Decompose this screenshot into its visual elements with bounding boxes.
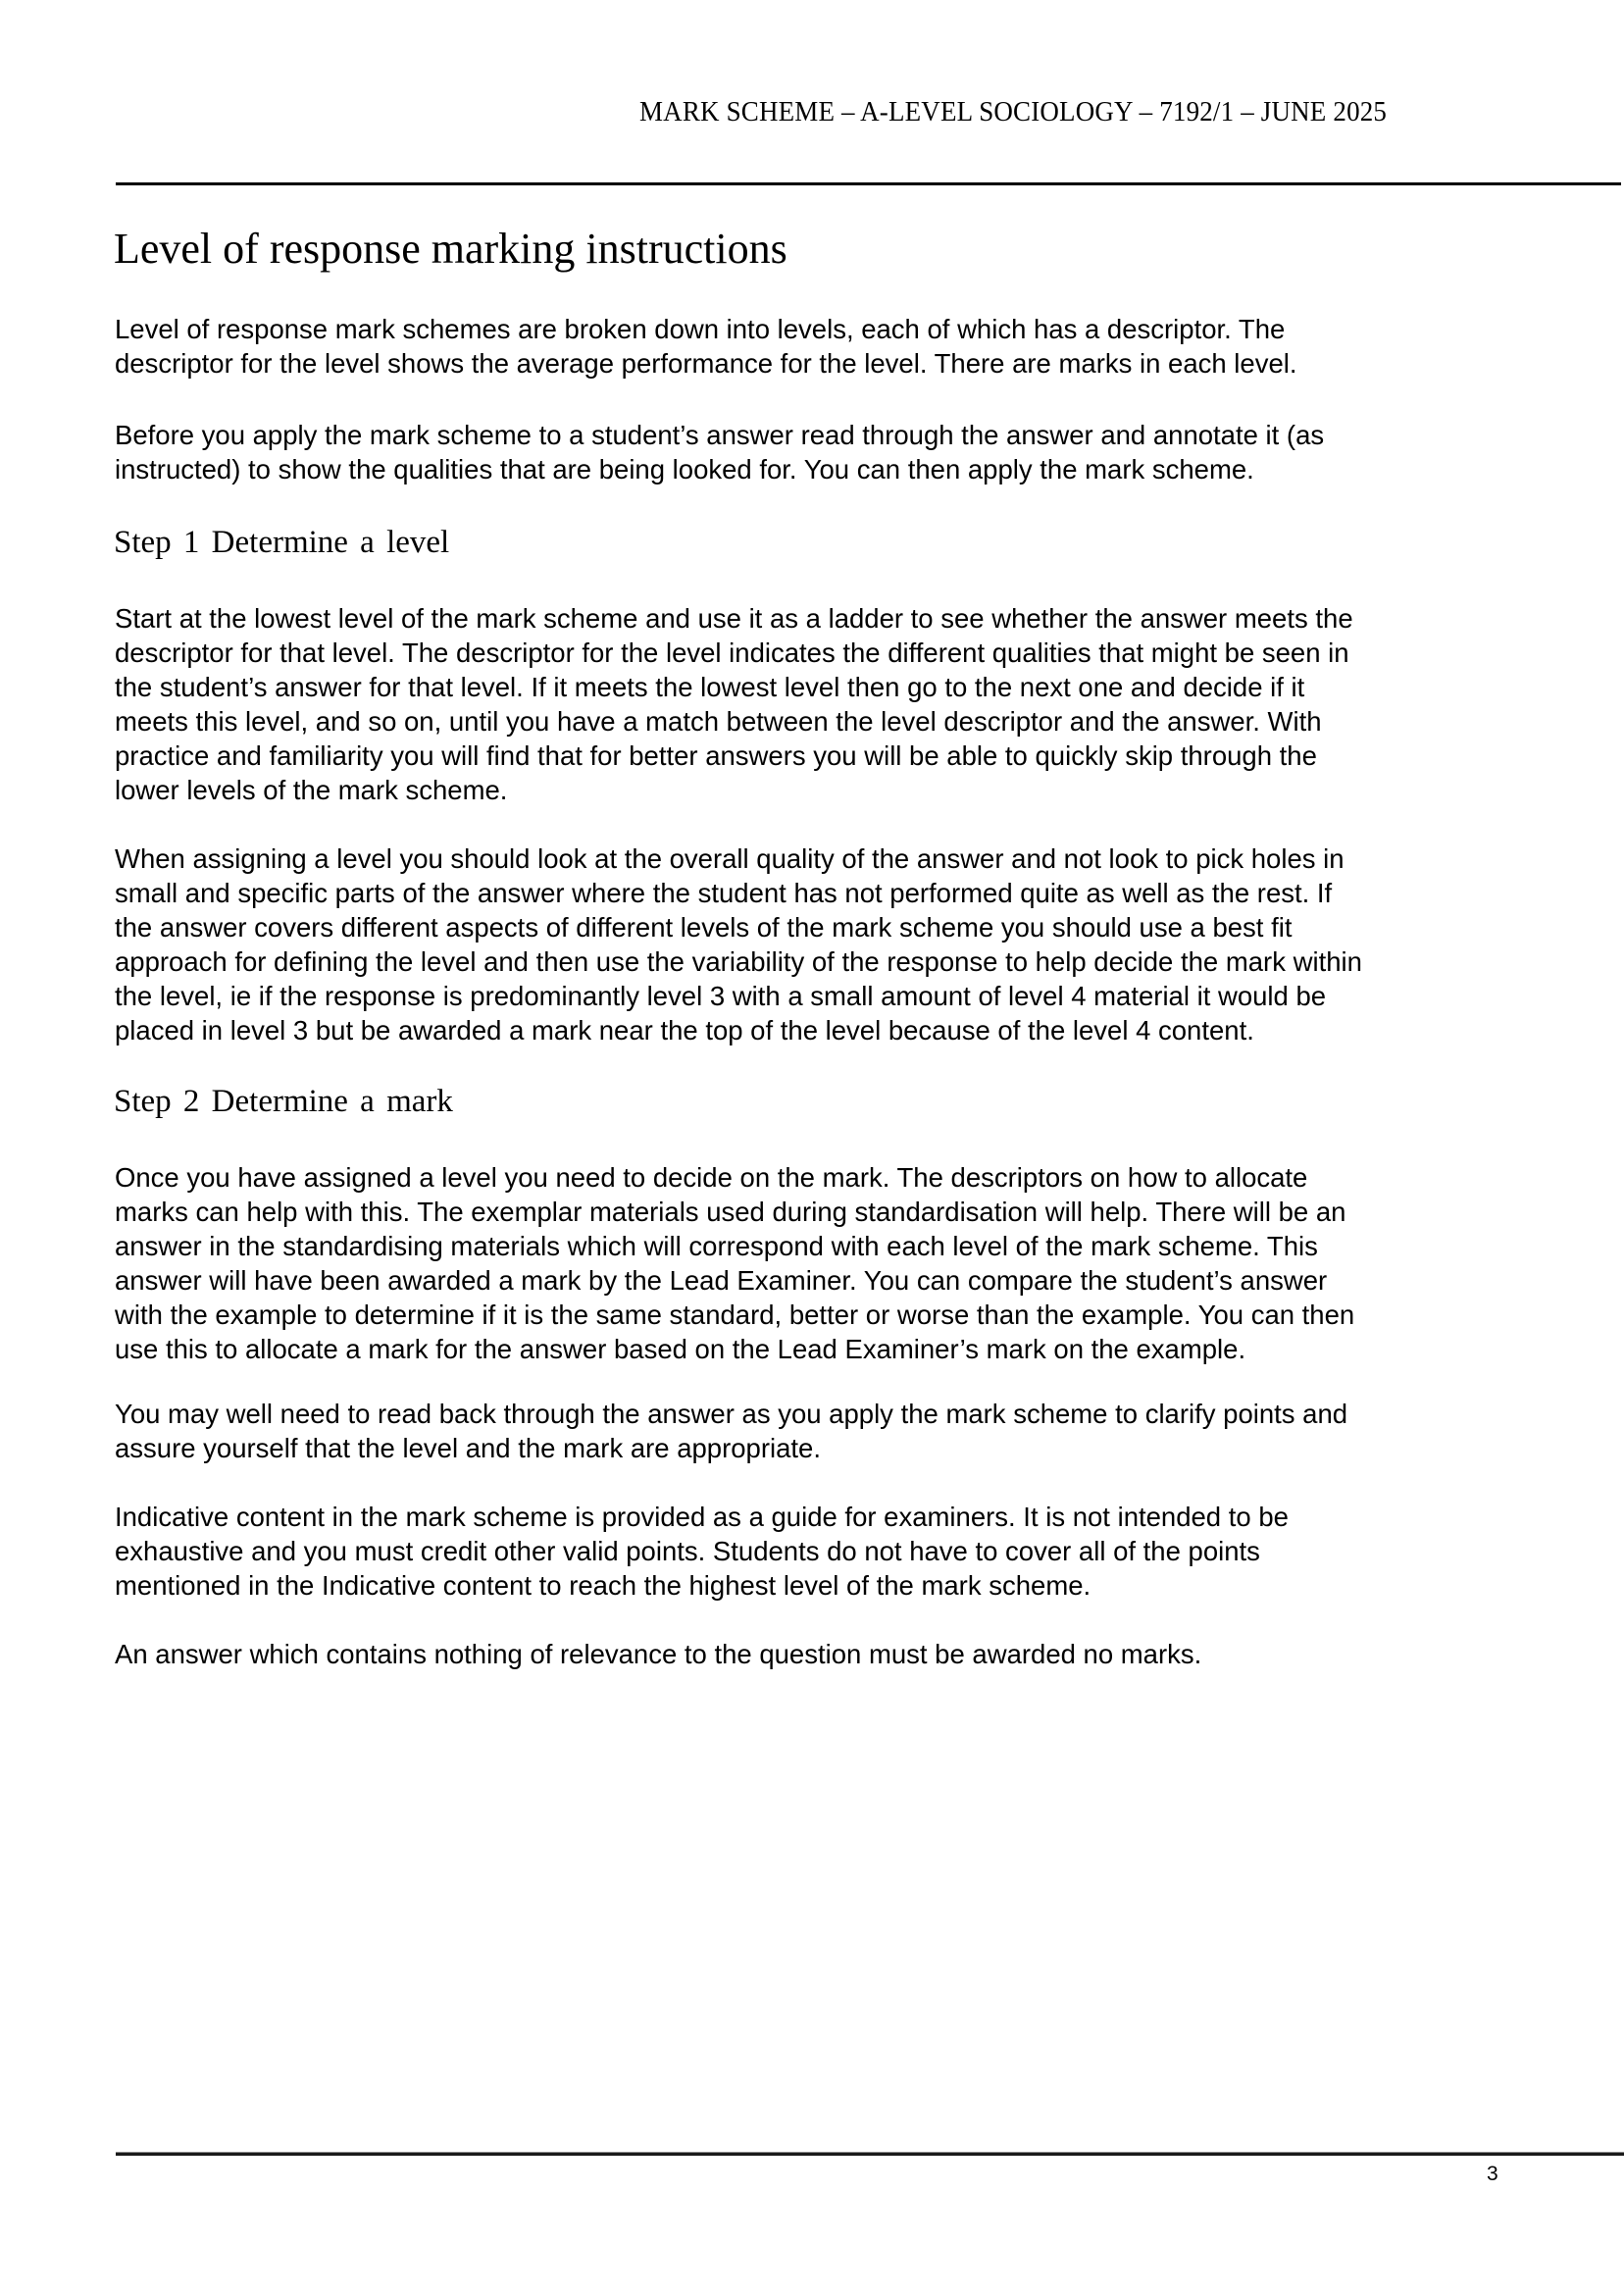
step-2-paragraph-2: [115, 1397, 1347, 1465]
text-line: answer will have been awarded a mark by the Lead Examiner. You can compare the student’s answer: [115, 1265, 1328, 1296]
text-line: approach for defining the level and then use the variability of the response to help decide the mark within: [115, 946, 1362, 977]
text-line: Level of response mark schemes are broken down into levels, each of which has a descriptor. The: [115, 314, 1286, 344]
text-line: Indicative content in the mark scheme is provided as a guide for examiners. It is not intended to be: [115, 1502, 1289, 1532]
text-line: You may well need to read back through the answer as you apply the mark scheme to clarify points and: [115, 1399, 1348, 1429]
text-line: instructed) to show the qualities that are being looked for. You can then apply the mark scheme.: [115, 454, 1254, 484]
intro-paragraph-2: [115, 418, 1324, 486]
step-2-paragraph-1: [115, 1160, 1354, 1366]
text-line: mentioned in the Indicative content to reach the highest level of the mark scheme.: [115, 1570, 1091, 1601]
text-line: the answer covers different aspects of different levels of the mark scheme you should use a best fit: [115, 912, 1293, 943]
text-line: Before you apply the mark scheme to a student’s answer read through the answer and annotate it (as: [115, 420, 1325, 450]
text-line: small and specific parts of the answer where the student has not performed quite as well as the rest. If: [115, 878, 1333, 908]
text-line: lower levels of the mark scheme.: [115, 775, 508, 805]
text-line: exhaustive and you must credit other valid points. Students do not have to cover all of the points: [115, 1536, 1260, 1566]
footer-rule: [116, 2153, 1624, 2156]
intro-paragraph-1: [115, 312, 1297, 381]
text-line: the student’s answer for that level. If it meets the lowest level then go to the next one and decide if it: [115, 672, 1305, 702]
text-line: Start at the lowest level of the mark scheme and use it as a ladder to see whether the answer meets the: [115, 603, 1353, 634]
header-rule: [116, 182, 1621, 185]
step-1-paragraph-2: [115, 841, 1362, 1047]
step-1-heading: Step 1 Determine a level: [114, 525, 450, 560]
text-line: practice and familiarity you will find that for better answers you will be able to quickly skip through the: [115, 740, 1317, 771]
running-header: MARK SCHEME – A-LEVEL SOCIOLOGY – 7192/1 – JUNE 2025: [639, 96, 1388, 127]
step-2-heading: Step 2 Determine a mark: [114, 1084, 453, 1119]
text-line: meets this level, and so on, until you have a match between the level descriptor and the answer. With: [115, 706, 1322, 737]
text-line: descriptor for that level. The descriptor for the level indicates the different qualities that might be seen in: [115, 637, 1349, 668]
text-line: descriptor for the level shows the average performance for the level. There are marks in each level.: [115, 348, 1297, 379]
page-number: 3: [1487, 2163, 1498, 2185]
text-line: the level, ie if the response is predominantly level 3 with a small amount of level 4 material it would be: [115, 981, 1327, 1011]
text-line: When assigning a level you should look at the overall quality of the answer and not look to pick holes in: [115, 843, 1345, 874]
step-1-paragraph-1: [115, 601, 1353, 807]
text-line: Once you have assigned a level you need to decide on the mark. The descriptors on how to allocate: [115, 1162, 1308, 1193]
text-line: marks can help with this. The exemplar materials used during standardisation will help. There will be an: [115, 1197, 1346, 1227]
step-2-paragraph-3: [115, 1500, 1289, 1603]
page-title: Level of response marking instructions: [114, 225, 787, 273]
text-line: An answer which contains nothing of relevance to the question must be awarded no marks.: [115, 1639, 1202, 1669]
text-line: assure yourself that the level and the mark are appropriate.: [115, 1433, 821, 1463]
step-2-paragraph-4: [115, 1637, 1201, 1671]
text-line: placed in level 3 but be awarded a mark near the top of the level because of the level 4 content.: [115, 1015, 1254, 1045]
text-line: use this to allocate a mark for the answer based on the Lead Examiner’s mark on the example.: [115, 1334, 1246, 1364]
text-line: answer in the standardising materials which will correspond with each level of the mark scheme. This: [115, 1231, 1318, 1261]
text-line: with the example to determine if it is the same standard, better or worse than the example. You can then: [115, 1300, 1355, 1330]
